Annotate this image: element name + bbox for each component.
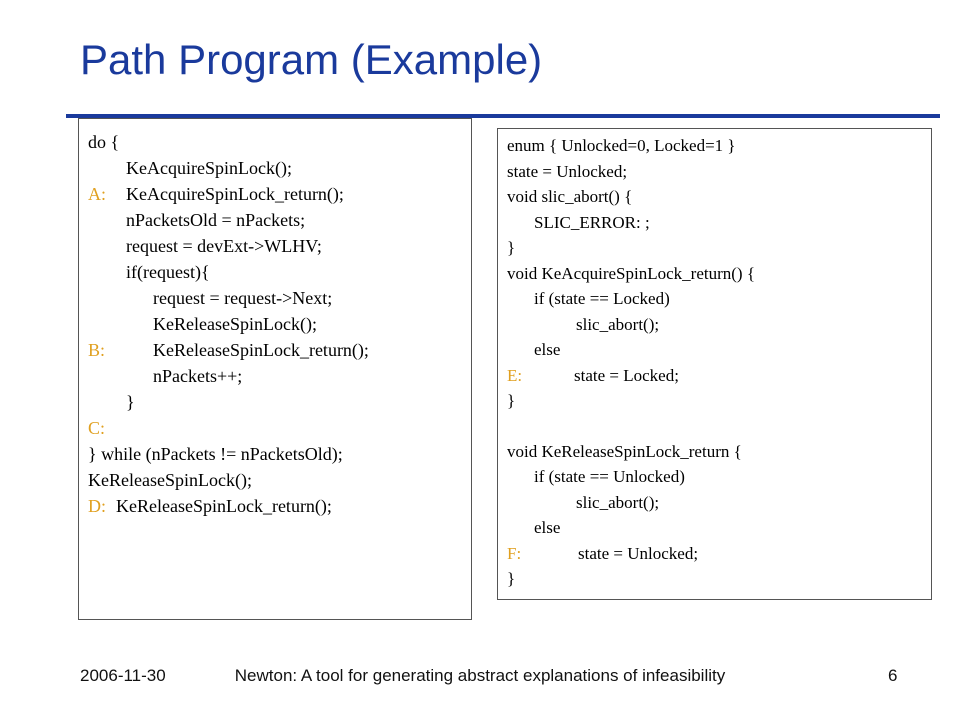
code-line: KeReleaseSpinLock();: [153, 314, 317, 334]
code-line: }: [507, 569, 516, 588]
label-e: E:: [507, 366, 523, 385]
code-line: request = devExt->WLHV;: [126, 236, 322, 256]
code-line: if (state == Locked): [534, 289, 670, 308]
label-f: F:: [507, 544, 522, 563]
code-line: state = Unlocked;: [507, 162, 628, 181]
right-code-box: [497, 128, 932, 600]
code-line: slic_abort();: [576, 315, 660, 334]
footer-title: Newton: A tool for generating abstract explanations of infeasibility: [234, 666, 726, 685]
code-line: KeReleaseSpinLock_return();: [116, 496, 332, 516]
code-line: state = Locked;: [574, 366, 679, 385]
code-line: slic_abort();: [576, 493, 660, 512]
code-line: }: [507, 238, 516, 257]
code-line: else: [534, 518, 561, 537]
code-line: void KeAcquireSpinLock_return() {: [507, 264, 755, 283]
slide-title: Path Program (Example): [80, 36, 543, 83]
code-line: do {: [88, 132, 120, 152]
code-line: state = Unlocked;: [578, 544, 699, 563]
code-line: void KeReleaseSpinLock_return {: [507, 442, 742, 461]
code-line: }: [126, 392, 135, 412]
code-line: if (state == Unlocked): [534, 467, 685, 486]
code-line: }: [507, 391, 516, 410]
label-b: B:: [88, 340, 106, 360]
code-line: nPackets++;: [153, 366, 243, 386]
label-a: A:: [88, 184, 106, 204]
code-line: void slic_abort() {: [507, 187, 633, 206]
code-line: KeAcquireSpinLock_return();: [126, 184, 344, 204]
label-d: D:: [88, 496, 106, 516]
label-c: C:: [88, 418, 106, 438]
code-line: else: [534, 340, 561, 359]
code-line: KeReleaseSpinLock();: [88, 470, 252, 490]
code-line: if(request){: [126, 262, 210, 282]
code-line: request = request->Next;: [153, 288, 333, 308]
footer-date: 2006-11-30: [80, 666, 166, 685]
left-code-box: [78, 118, 472, 620]
code-line: } while (nPackets != nPacketsOld);: [88, 444, 343, 464]
code-line: KeReleaseSpinLock_return();: [153, 340, 369, 360]
code-line: KeAcquireSpinLock();: [126, 158, 292, 178]
code-line: SLIC_ERROR: ;: [534, 213, 650, 232]
code-line: enum { Unlocked=0, Locked=1 }: [507, 136, 736, 155]
code-line: nPacketsOld = nPackets;: [126, 210, 306, 230]
page-number: 6: [888, 666, 898, 685]
